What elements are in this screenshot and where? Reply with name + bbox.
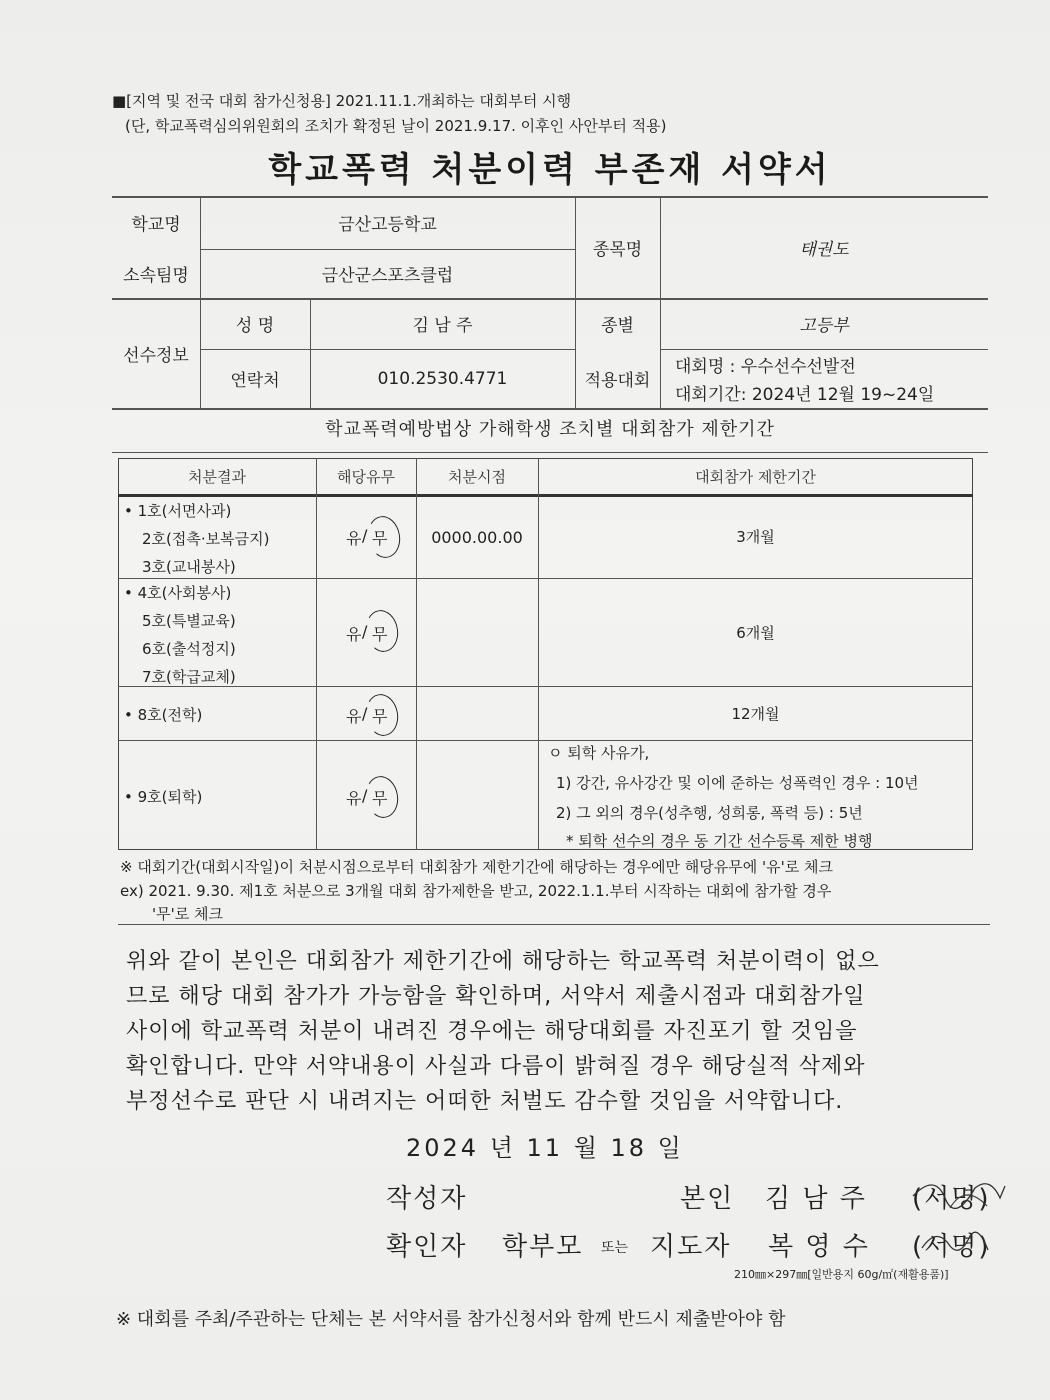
slash-mark: / (362, 704, 368, 723)
list-item: 2호(접촉·보복금지) (142, 530, 270, 548)
team-value: 금산군스포츠클럽 (321, 266, 454, 286)
pledge-line-5: 부정선수로 판단 시 내려지는 어떠한 처벌도 감수할 것임을 서약합니다. (126, 1089, 844, 1114)
writer-label: 작성자 (386, 1184, 468, 1214)
document-title: 학교폭력 처분이력 부존재 서약서 (268, 150, 832, 190)
contact-label: 연락처 (230, 371, 280, 391)
confirmer-signature: (서명) (912, 1232, 991, 1262)
header-note-2: (단, 학교폭력심의위원회의 조치가 확정된 날이 2021.9.17. 이후인 사안부터 적용) (125, 117, 667, 135)
expulsion-reason-note: * 퇴학 선수의 경우 동 기간 선수등록 제한 병행 (566, 832, 873, 850)
restriction-title: 학교폭력예방법상 가해학생 조치별 대회참가 제한기간 (325, 419, 775, 440)
example-note-cont: '무'로 체크 (152, 905, 223, 923)
period-3-months: 3개월 (736, 527, 775, 546)
period-12-months: 12개월 (731, 705, 780, 723)
yes-label: 유 (346, 529, 362, 548)
list-item: • 9호(퇴학) (124, 788, 203, 806)
check-note: ※ 대회기간(대회시작일)이 처분시점으로부터 대회참가 제한기간에 해당하는 경우에만 해당유무에 '유'로 체크 (120, 858, 833, 876)
disposition-date (416, 579, 538, 686)
list-item: • 4호(사회봉사) (124, 584, 232, 602)
school-label: 학교명 (131, 215, 181, 235)
pledge-line-2: 므로 해당 대회 참가가 가능함을 확인하며, 서약서 제출시점과 대회참가일 (126, 984, 866, 1009)
pledge-line-4: 확인합니다. 만약 서약내용이 사실과 다름이 밝혀질 경우 해당실적 삭제와 (126, 1054, 866, 1079)
slash-mark: / (362, 526, 368, 545)
writer-role: 본인 (680, 1184, 735, 1214)
school-value: 금산고등학교 (338, 215, 437, 235)
confirmer-role-parent: 학부모 (502, 1232, 584, 1262)
signature-scribble (905, 1168, 1015, 1218)
signature-scribble (912, 1218, 1002, 1263)
name-label: 성 명 (235, 316, 275, 336)
slash-mark: / (362, 786, 368, 805)
competition-label: 적용대회 (584, 371, 651, 391)
event-value: 태권도 (799, 239, 849, 260)
footer-note: ※ 대회를 주최/주관하는 단체는 본 서약서를 참가신청서와 함께 반드시 제출받아야 함 (116, 1309, 786, 1330)
header-period: 대회참가 제한기간 (695, 467, 816, 486)
period-6-months: 6개월 (736, 624, 775, 642)
yes-label: 유 (346, 625, 362, 644)
writer-signature: (서명) (912, 1184, 991, 1214)
event-label: 종목명 (592, 239, 643, 260)
no-label: 무 (372, 707, 388, 726)
no-label: 무 (372, 789, 388, 808)
no-label: 무 (372, 625, 388, 644)
disposition-date (416, 687, 538, 740)
team-label: 소속팀명 (123, 266, 189, 286)
header-date: 처분시점 (448, 467, 506, 486)
competition-period: 대회기간: 2024년 12월 19~24일 (675, 384, 935, 405)
expulsion-reason-intro: ㅇ 퇴학 사유가, (548, 744, 650, 762)
name-value: 김 남 주 (412, 316, 473, 336)
pledge-line-3: 사이에 학교폭력 처분이 내려진 경우에는 해당대회를 자진포기 할 것임을 (126, 1019, 858, 1044)
contact-value: 010.2530.4771 (377, 368, 508, 389)
list-item: 3호(교내봉사) (142, 558, 236, 576)
or-label: 또는 (601, 1240, 629, 1256)
expulsion-reason-1: 1) 강간, 유사강간 및 이에 준하는 성폭력인 경우 : 10년 (556, 774, 919, 792)
player-info-label: 선수정보 (123, 345, 189, 366)
division-value: 고등부 (799, 316, 849, 336)
list-item: 6호(출석정지) (142, 640, 236, 658)
header-result: 처분결과 (188, 467, 246, 486)
header-applicable: 해당유무 (337, 467, 395, 486)
division-label: 종별 (601, 316, 634, 336)
confirmer-role-coach: 지도자 (650, 1232, 732, 1262)
list-item: 7호(학급교체) (142, 668, 236, 686)
example-note: ex) 2021. 9.30. 제1호 처분으로 3개월 대회 참가제한을 받고, 2022.1.1.부터 시작하는 대회에 참가할 경우 (120, 882, 832, 900)
no-label: 무 (372, 529, 388, 548)
list-item: • 8호(전학) (124, 706, 203, 724)
competition-name: 대회명 : 우수선수선발전 (675, 356, 856, 377)
disposition-date (416, 741, 538, 850)
slash-mark: / (362, 622, 368, 641)
header-note-1: ■[지역 및 전국 대회 참가신청용] 2021.11.1.개최하는 대회부터 시행 (112, 92, 572, 110)
writer-name: 김 남 주 (765, 1184, 867, 1214)
pledge-line-1: 위와 같이 본인은 대회참가 제한기간에 해당하는 학교폭력 처분이력이 없으 (126, 949, 880, 974)
confirmer-label: 확인자 (386, 1232, 468, 1262)
expulsion-reason-2: 2) 그 외의 경우(성추행, 성희롱, 폭력 등) : 5년 (556, 804, 863, 822)
list-item: • 1호(서면사과) (124, 502, 232, 520)
yes-label: 유 (346, 707, 362, 726)
disposition-date: 0000.00.00 (431, 527, 523, 547)
yes-label: 유 (346, 789, 362, 808)
paper-spec: 210㎜×297㎜[일반용지 60g/㎡(재활용품)] (734, 1268, 949, 1281)
pledge-date: 2024 년 11 월 18 일 (406, 1134, 684, 1162)
list-item: 5호(특별교육) (142, 612, 236, 630)
divider (118, 924, 990, 925)
confirmer-name: 복 영 수 (768, 1232, 870, 1262)
